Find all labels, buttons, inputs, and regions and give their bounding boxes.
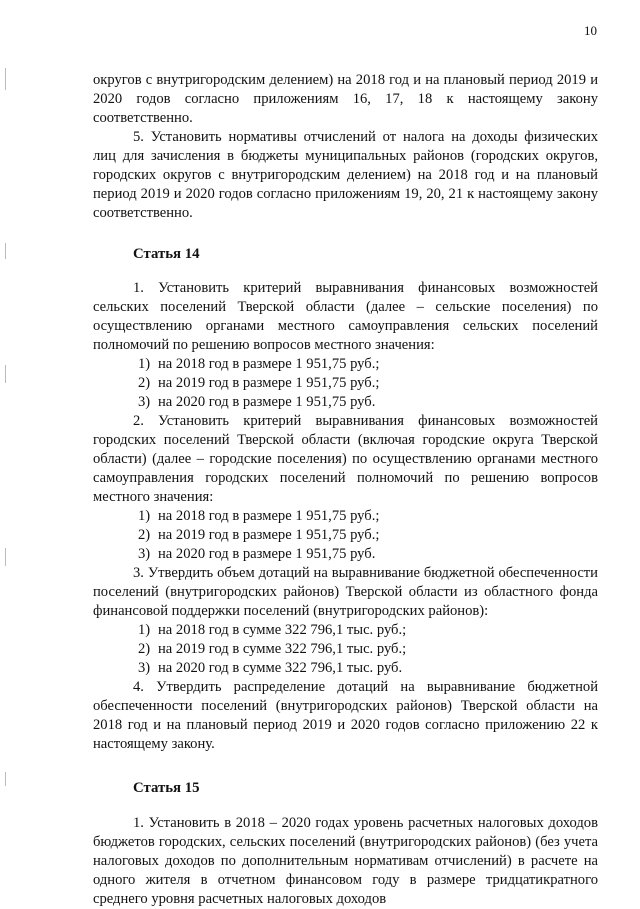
article-14-item-4: 4. Утвердить распределение дотаций на выравнивание бюджетной обеспеченности поселений (внутригородских районов) Тверской области на 2018 год и на плановый период 2019 и 2020 годов согласно приложению 22 к настоящему закону. <box>93 679 598 752</box>
document-body <box>93 71 598 909</box>
list-item: 2) на 2019 год в сумме 322 796,1 тыс. руб.; <box>138 641 407 657</box>
article-14-item-3: 3. Утвердить объем дотаций на выравнивание бюджетной обеспеченности поселений (внутригородских районов) Тверской области из областного фонда финансовой поддержки поселений (внутригородских районов): <box>93 565 598 619</box>
article-14-item-2: 2. Установить критерий выравнивания финансовых возможностей городских поселений Тверской области (включая городские округа Тверской области) (далее – городские поселения) по осуществлению органами местного самоуправления городских поселений полномочий по решению вопросов местного значения: <box>93 413 598 505</box>
list-item: 3) на 2020 год в сумме 322 796,1 тыс. руб. <box>138 660 403 676</box>
paragraph-continuation: округов с внутригородским делением) на 2018 год и на плановый период 2019 и 2020 годов согласно приложениям 16, 17, 18 к настоящему закону соответственно. <box>93 72 598 126</box>
page-number: 10 <box>584 23 597 38</box>
list-item: 1) на 2018 год в сумме 322 796,1 тыс. руб.; <box>138 622 407 638</box>
article-15-item-1: 1. Установить в 2018 – 2020 годах уровень расчетных налоговых доходов бюджетов городских, сельских поселений (внутригородских районов) (без учета налоговых доходов по дополнительным нормативам отчислений) в расчете на одного жителя в отчетном финансовом году в размере тридцатикратного среднего уровня расчетных налоговых доходов <box>93 815 598 907</box>
list-item: 2) на 2019 год в размере 1 951,75 руб.; <box>138 375 380 391</box>
article-15-heading: Статья 15 <box>133 780 200 796</box>
list-item: 1) на 2018 год в размере 1 951,75 руб.; <box>138 356 380 372</box>
article-14-item-1: 1. Установить критерий выравнивания финансовых возможностей сельских поселений Тверской области (далее – сельские поселения) по осуществлению органами местного самоуправления сельских поселений полномочий по решению вопросов местного значения: <box>93 280 598 353</box>
article-14-item-1-list <box>93 355 598 412</box>
list-item: 2) на 2019 год в размере 1 951,75 руб.; <box>138 527 380 543</box>
article-14-item-2-list <box>93 507 598 564</box>
article-14-heading: Статья 14 <box>133 246 200 262</box>
list-item: 3) на 2020 год в размере 1 951,75 руб. <box>138 546 376 562</box>
paragraph-item-5: 5. Установить нормативы отчислений от налога на доходы физических лиц для зачисления в бюджеты муниципальных районов (городских округов, городских округов с внутригородским делением) на 2018 год и на плановый период 2019 и 2020 годов согласно приложениям 19, 20, 21 к настоящему закону соответственно. <box>93 129 598 221</box>
list-item: 3) на 2020 год в размере 1 951,75 руб. <box>138 394 376 410</box>
list-item: 1) на 2018 год в размере 1 951,75 руб.; <box>138 508 380 524</box>
article-14-item-3-list <box>93 621 598 678</box>
binding-margin-marks <box>5 0 7 905</box>
